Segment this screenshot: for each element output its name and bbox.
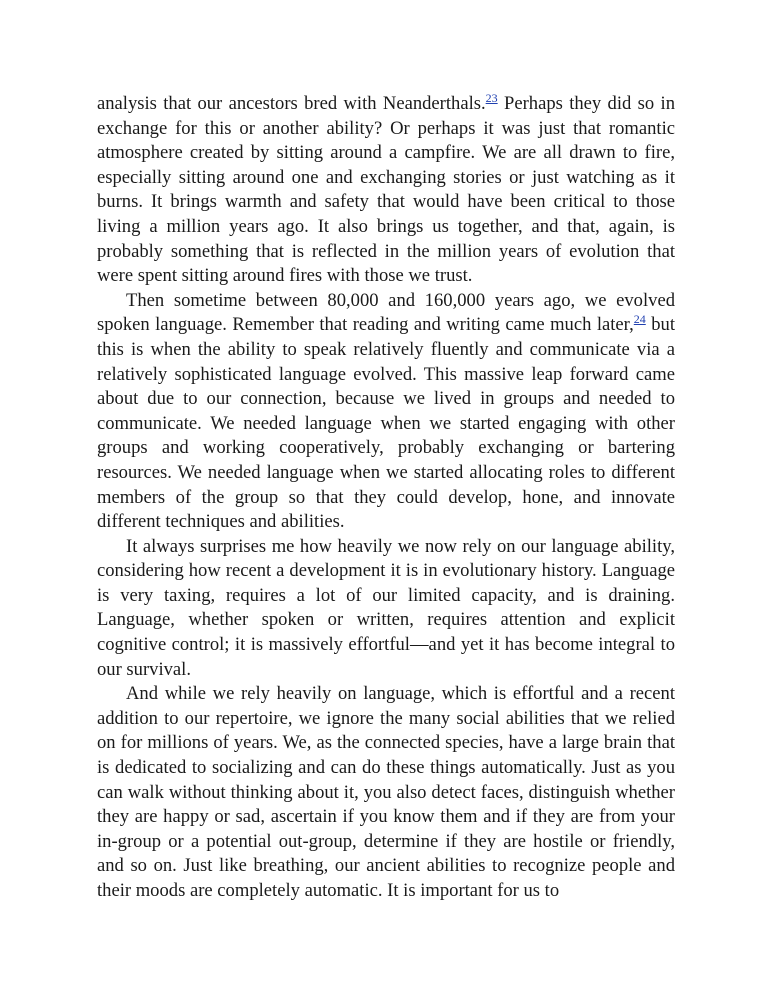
footnote-link-24[interactable]: 24 bbox=[633, 312, 646, 327]
paragraph-4 bbox=[97, 682, 675, 903]
footnote-link-23[interactable]: 23 bbox=[485, 91, 498, 105]
paragraph-2-text-a: Then sometime between 80,000 and 160,000 years ago, we evolved spoken language. Remember that reading and writing came much later, bbox=[97, 289, 675, 336]
paragraph-1-text-b: Perhaps they did so in exchange for this or another ability? Or perhaps it was just that romantic atmosphere created by sitting around a campfire. We are all drawn to fire, especially sitting around one and exchanging stories or just watching as it burns. It brings warmth and safety that would have been critical to those living a million years ago. It also brings us together, and that, again, is probably something that is reflected in the million years of evolution that were spent sitting around fires with those we trust. bbox=[97, 93, 675, 287]
page-body bbox=[97, 92, 675, 904]
paragraph-1-text-a: analysis that our ancestors bred with Neanderthals. bbox=[97, 93, 486, 114]
paragraph-2-text-b: but this is when the ability to speak relatively fluently and communicate via a relatively sophisticated language evolved. This massive leap forward came about due to our connection, because we lived in groups and needed to communicate. We needed language when we started engaging with other groups and working cooperatively, probably exchanging or bartering resources. We needed language when we started allocating roles to different members of the group so that they could develop, hone, and innovate different techniques and abilities. bbox=[97, 314, 675, 533]
paragraph-1 bbox=[97, 92, 675, 289]
paragraph-3 bbox=[97, 535, 675, 683]
paragraph-2 bbox=[97, 289, 675, 535]
paragraph-3-text: It always surprises me how heavily we now rely on our language ability, considering how recent a development it is in evolutionary history. Language is very taxing, requires a lot of our limited capacity, and is draining. Language, whether spoken or written, requires attention and explicit cognitive control; it is massively effortful—and yet it has become integral to our survival. bbox=[97, 535, 675, 680]
paragraph-4-text: And while we rely heavily on language, which is effortful and a recent addition to our repertoire, we ignore the many social abilities that we relied on for millions of years. We, as the connected species, have a large brain that is dedicated to socializing and can do these things automatically. Just as you can walk without thinking about it, you also detect faces, distinguish whether they are happy or sad, ascertain if you know them and if they are from your in-group or a potential out-group, determine if they are hostile or friendly, and so on. Just like breathing, our ancient abilities to recognize people and their moods are completely automatic. It is important for us to bbox=[97, 683, 675, 901]
